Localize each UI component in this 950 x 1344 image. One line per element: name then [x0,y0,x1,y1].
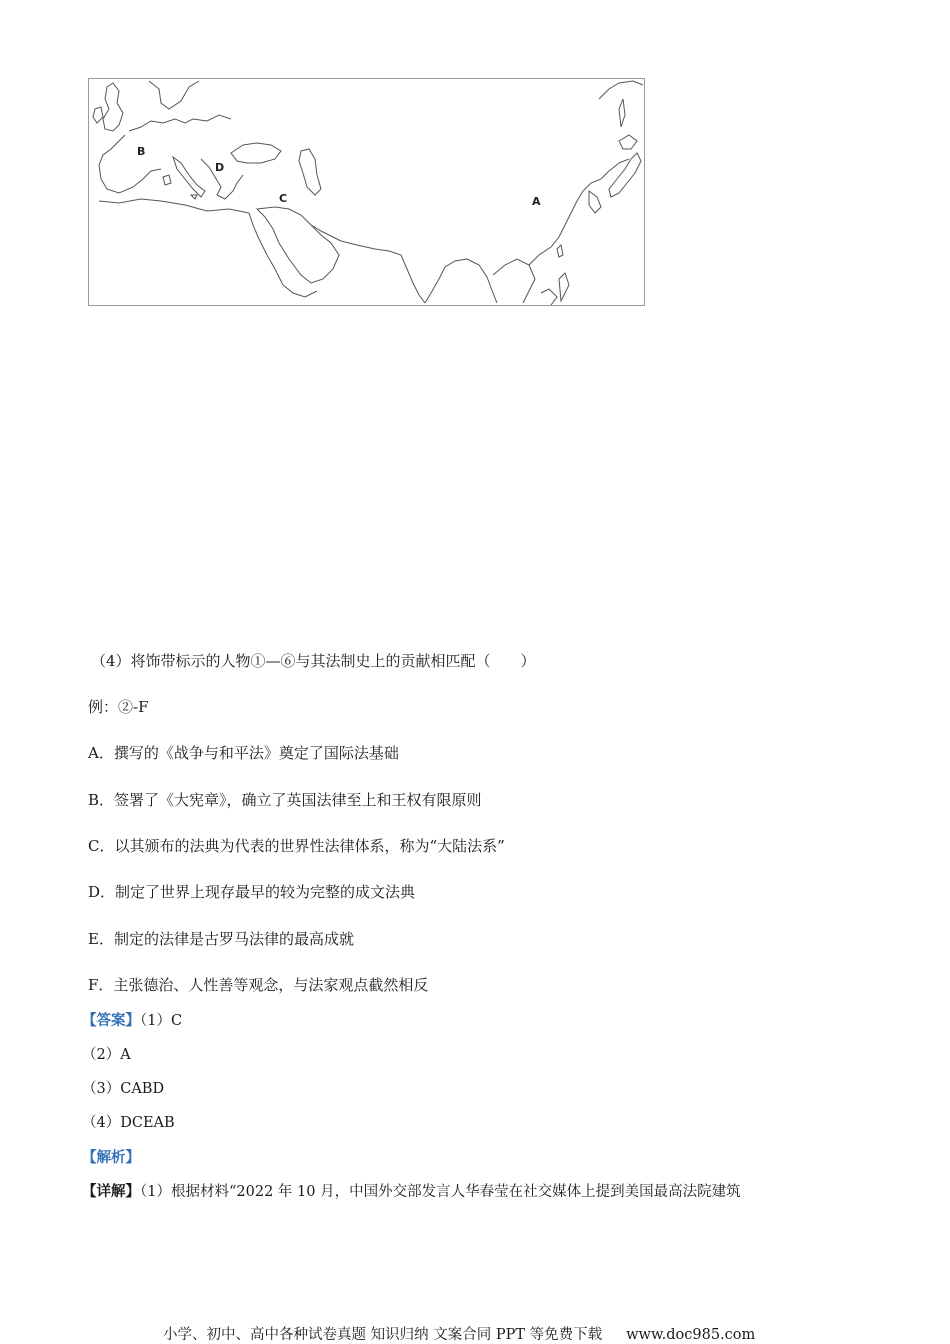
coastline-arabia [257,207,339,283]
analysis-tag: 【解析】 [82,1149,140,1166]
coastline-philippines [559,273,569,301]
coastline-far-east [599,81,643,99]
map-label-a: A [532,195,541,208]
detail-tag: 【详解】 [82,1183,140,1200]
coastline-scandinavia [149,81,199,109]
coastline-indochina [493,259,535,303]
option-f: F．主张德治、人性善等观念，与法家观点截然相反 [88,976,429,994]
map-label-b: B [137,145,146,158]
coastline-british-isles [103,83,123,131]
answer-item-1: （1）C [140,1013,183,1029]
answer-item-2: （2）A [82,1047,131,1063]
detail-row [82,1182,741,1202]
coastline-korea [589,191,601,213]
footer-site-link[interactable]: www.doc985.com [626,1327,756,1343]
answer-item-4: （4）DCEAB [82,1115,175,1131]
map-label-c: C [279,192,288,205]
question-example: 例：②-F [88,698,149,716]
page-footer [163,1323,755,1344]
coastline-sakhalin [619,99,625,127]
option-e: E．制定的法律是古罗马法律的最高成就 [88,930,354,948]
coastline-southeast-asia [467,259,497,303]
coastline-levant-red-sea [249,213,283,285]
analysis-tag-row [82,1148,140,1168]
coastline-black-sea [231,143,281,163]
coastline-west-europe [99,135,161,193]
coastline-caspian [299,149,321,195]
map-label-d: D [215,161,225,174]
eurasia-outline-map [89,79,644,305]
coastline-hokkaido [619,135,637,149]
question-prompt: （4）将饰带标示的人物①—⑥与其法制史上的贡献相匹配（ ） [91,652,536,670]
answer-row-1 [82,1011,182,1031]
coastline-horn-africa [283,285,317,297]
coastline-india-east [425,259,467,303]
coastline-north-europe [129,115,231,131]
answer-item-3: （3）CABD [82,1081,165,1097]
option-d: D．制定了世界上现存最早的较为完整的成文法典 [88,883,416,901]
option-a: A．撰写的《战争与和平法》奠定了国际法基础 [88,744,399,762]
coastline-taiwan [557,245,563,257]
map-figure [88,78,645,306]
footer-text: 小学、初中、高中各种试卷真题 知识归纳 文案合同 PPT 等免费下载 [163,1327,603,1343]
option-b: B．签署了《大宪章》，确立了英国法律至上和王权有限原则 [88,791,482,809]
option-c: C．以其颁布的法典为代表的世界性法律体系，称为“大陆法系” [88,837,505,855]
coastline-japan [609,153,641,197]
coastline-china [529,159,629,265]
coastline-north-africa [99,199,249,213]
answer-tag: 【答案】 [82,1012,140,1029]
coastline-borneo [541,289,557,305]
detail-text: （1）根据材料“2022 年 10 月，中国外交部发言人华春莹在社交媒体上提到美国最高法院建筑 [140,1184,741,1200]
coastline-ireland [93,107,103,123]
coastline-south-asia [341,241,425,303]
coastline-italy [173,157,205,197]
